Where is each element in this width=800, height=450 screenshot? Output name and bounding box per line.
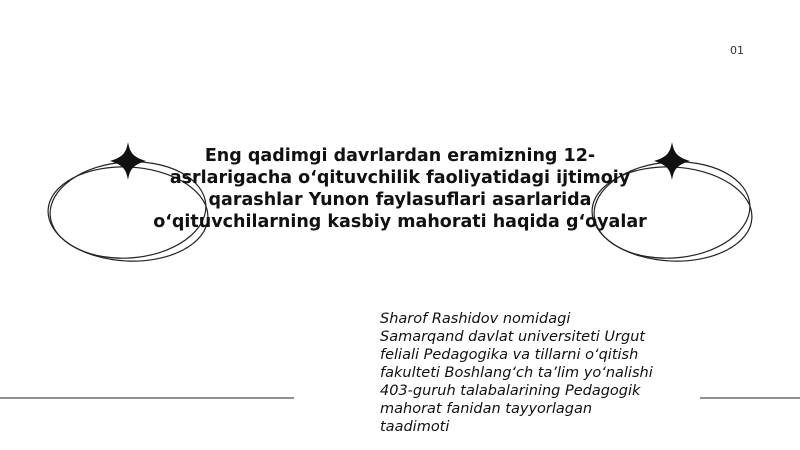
subtitle-line: fakulteti Boshlang‘ch ta’lim yo‘nalishi (380, 365, 653, 381)
four-point-star-icon (110, 142, 146, 180)
subtitle-line: mahorat fanidan tayyorlagan (380, 401, 593, 417)
subtitle-line: feliali Pedagogika va tillarni o‘qitish (380, 347, 639, 363)
slide-subtitle (380, 310, 690, 436)
title-line: Eng qadimgi davrlardan eramizning 12- (204, 146, 596, 166)
subtitle-line: taadimoti (380, 419, 450, 435)
title-line: qarashlar Yunon faylasuflari asarlarida (208, 190, 592, 210)
title-line: o‘qituvchilarning kasbiy mahorati haqida g‘oyalar (153, 212, 647, 232)
four-point-star-icon (654, 142, 690, 180)
slide-title (150, 145, 650, 233)
subtitle-line: Sharof Rashidov nomidagi (380, 311, 571, 327)
title-line: asrlarigacha o‘qituvchilik faoliyatidagi ijtimoiy (169, 168, 631, 188)
subtitle-line: 403-guruh talabalarining Pedagogik (380, 383, 641, 399)
page-number: 01 (730, 44, 744, 57)
subtitle-line: Samarqand davlat universiteti Urgut (380, 329, 646, 345)
